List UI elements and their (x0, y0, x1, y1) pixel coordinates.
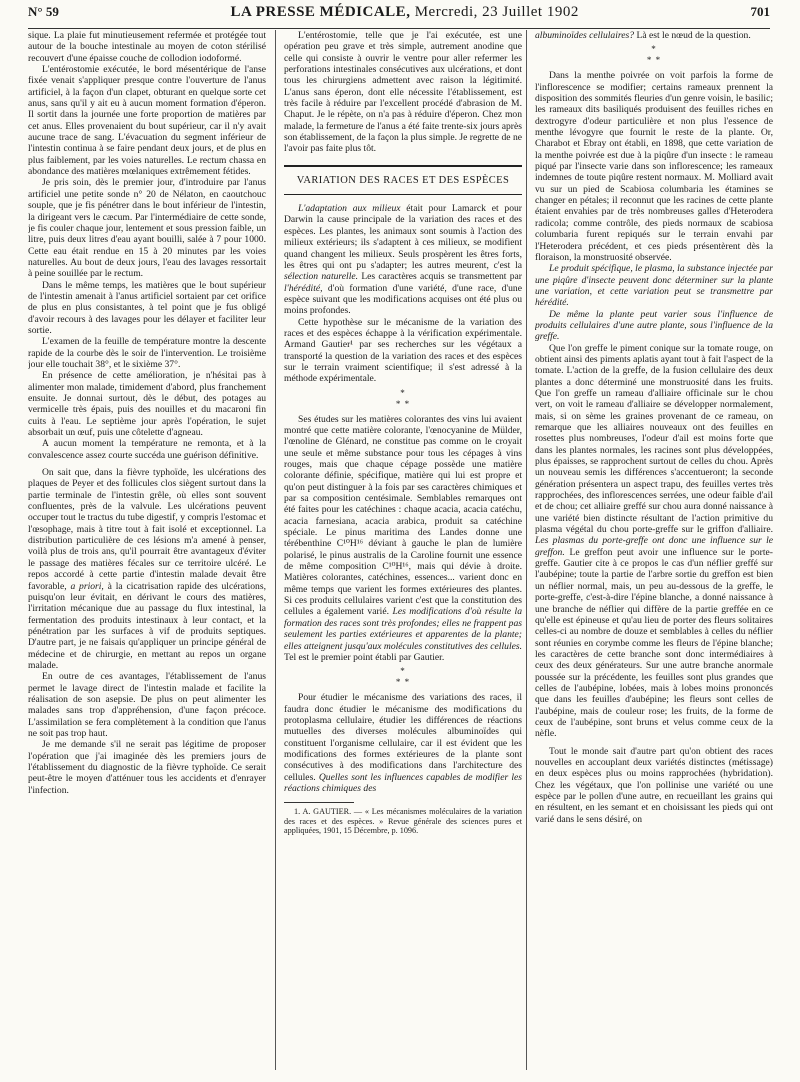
text-run: On sait que, dans la fièvre typhoïde, les ulcérations des plaques de Peyer et des follicules clos siègent surtout dans la partie terminale de l'intestin grêle, où elles sont souvent confluentes, près de la valvule. Les ulcérations peuvent occuper tout le tractus du tube digestif, y compris l'estomac et l'œsophage, mais à titre tout à fait isolé et exceptionnel. La distribution particulière de ces lésions m'a amené à penser, voilà plus de trois ans, qu'il pourrait être avantageux d'éviter le passage des matières fécales sur ce territoire ulcéré. Le repos accordé à cette partie d'intestin malade devait être favorable, (28, 467, 266, 592)
article-title: VARIATION DES RACES ET DES ESPÈCES (284, 165, 522, 195)
section-separator: * * * (395, 387, 411, 409)
text-run: Pour étudier le mécanisme des variations des races, il faudra donc étudier le mécanisme des modifications du protoplasma cellulaire, étudier les différences de réactions mutuelles des diverses molécules albuminoïdes qui constituent l'organisme cellulaire, car il est évident que les modifications des formes extérieures de la plante sont consécutives à des modifications dans l'architecture des cellules. (284, 692, 522, 783)
paragraph: Je me demande s'il ne serait pas légitime de proposer l'opération que j'ai imaginée dès les premiers jours de l'établissement du diagnostic de la fièvre typhoïde. Ce serait peut-être le moyen d'atténuer tous les accidents et d'enrayer l'infection. (28, 739, 266, 796)
paragraph (284, 203, 522, 316)
publication-date: Mercredi, 23 Juillet 1902 (414, 4, 579, 20)
page-header (28, 4, 770, 29)
paragraph: A aucun moment la température ne remonta, et à la convalescence assez courte succéda une guérison définitive. (28, 438, 266, 461)
text-run: d'où formation d'une variété, d'une race, d'une espèce suivant que les modifications acquises ont été plus ou moins profondes. (284, 282, 522, 317)
column-right (535, 30, 773, 1076)
paragraph (284, 414, 522, 664)
column-left (28, 30, 266, 1076)
paragraph: sique. La plaie fut minutieusement refermée et protégée tout autour de la bouche intestinale au moyen de coton stérilisé recouvert d'une épaisse couche de collodion iodoformé. (28, 30, 266, 64)
publication-name: LA PRESSE MÉDICALE, (230, 4, 411, 20)
section-separator: * * * (646, 44, 662, 66)
paragraph: En présence de cette amélioration, je n'hésitai pas à alimenter mon malade, timidement d'abord, plus franchement ensuite. Je donnai surtout, dès le début, des potages au vermicelle très épais, puis des nouilles et du macaroni fin cuits à l'eau. Le septième jour après l'opération, le sujet absorbait un œuf, puis une côtelette d'agneau. (28, 370, 266, 439)
page-number: 701 (750, 4, 770, 19)
paragraph (535, 30, 773, 41)
emphasis-text: sélection naturelle. (284, 271, 359, 283)
text-run: Là est le nœud de la question. (636, 30, 751, 41)
emphasis-text: Les modifications d'où résulte la formation des races sont très profondes; elles ne frappent pas seulement les parties extérieures et apparentes de la plante; elles atteignent jusqu'aux molécules constitutives des cellules. (284, 606, 522, 652)
emphasis-text: a priori, (70, 580, 104, 592)
paragraph: Dans le même temps, les matières que le bout supérieur de l'intestin amenait à l'anus artificiel sortaient par cet orifice de plus en plus consistantes, à tel point que je fus obligé d'avoir recours à des lavages pour les délayer et faciliter leur sortie. (28, 279, 266, 336)
emphasis-text: l'hérédité, (284, 282, 323, 294)
paragraph: Je pris soin, dès le premier jour, d'introduire par l'anus artificiel une petite sonde n° 20 de Nélaton, en caoutchouc souple, que je fis pénétrer dans le bout inférieur de l'intestin, la dirigeant vers le cæcum. Par l'intermédiaire de cette sonde, je fis couler chaque jour, lentement et sous pression faible, un litre, puis deux litres d'eau ayant bouilli, salée à 7 pour 1000. Cette eau était rendue en 15 à 20 minutes par les voies naturelles. Au bout de deux jours, l'eau des lavages ressortait à peine souillée par le rectum. (28, 177, 266, 280)
paragraph: Dans la menthe poivrée on voit parfois la forme de l'inflorescence se modifier; certains rameaux prennent la disposition des sommités fleuries d'un genre voisin, le basilic; les rameaux dits basiliqués produisent des feuilles riches en dextrogyre d'odeur particulière et non plus l'essence de menthe lévogyre que fournit le reste de la plante. Or, Charabot et Ebray ont établi, en 1898, que cette variation de la menthe poivrée est due à la piqûre d'un insecte : le rameau piqué par l'insecte varie dans son inflorescence; les rameaux indemnes de toute piqûre restent normaux. M. Molliard avait vu sur un pied de Scabiosa columbaria les étamines se changer en pétales; il reconnut que les racines de cette plante étaient envahies par de très nombreuses galles d'Heterodera radicola; comme contrôle, des pieds normaux de scabiosa columbaria furent repiqués sur le terrain envahi par l'Heterodera précédent, et ces pieds présentèrent dès la floraison, la monstruosité observée. (535, 70, 773, 263)
footnote-rule (284, 802, 354, 803)
paragraph: L'entérostomie, telle que je l'ai exécutée, est une opération peu grave et très simple, autrement anodine que celle qui consiste à ouvrir le ventre pour aller refermer les perforations intestinales consécutives aux ulcérations, et dont tous les chirurgiens admettent avec raison la légitimité. L'anus sans éperon, dont elle nécessite l'établissement, est très facile à réduire par l'excellent procédé d'abrasion de M. Chaput. Je le répète, on n'a pas à réduire d'éperon. Chez mon malade, la fermeture de l'anus a été faite trente-six jours après son établissement, de la façon la plus simple. Je regrette de ne l'avoir pas faite plus tôt. (284, 30, 522, 155)
paragraph: Cette hypothèse sur le mécanisme de la variation des races et des espèces échappe à la vérification expérimentale. Armand Gautier¹ par ses recherches sur les végétaux a transporté la question de la variation des races et des espèces sur le terrain vraiment scientifique; il s'est adressé à la méthode expérimentale. (284, 316, 522, 385)
paragraph (284, 692, 522, 794)
footnote: 1. A. GAUTIER. — « Les mécanismes moléculaires de la variation des races et des espèces. » Revue générale des sciences pures et appliquées, 1901, 15 Décembre, p. 1096. (284, 807, 522, 836)
text-run: Le greffon peut avoir une influence sur le porte-greffe. Gautier cite à ce propos le cas d'un néflier greffé sur l'aubépine; toute la partie de l'arbre sortie du greffon est bien un néflier normal, mais, un peu au-dessous de la greffe, le porte-greffe, c'est-à-dire l'épine blanche, a donné naissance à une branche de néflier qui diffère de la partie greffée en ce qu'elle est épineuse et qu'au lieu de porter des fleurs solitaires celles-ci au nombre de douze et semblables à celles du néflier sont réunies en corymbe comme les fleurs de l'épine blanche; les caractères de cette branche sont donc intermédiaires à ceux des deux générateurs. Sur une autre branche anormale poussée sur la précédente, les feuilles sont plus grandes que celles de l'aubépine, lobées, mais à lobes moins prononcés que dans les feuilles d'aubépine; les fleurs sont celles de l'aubépine, mais de couleur rose; les fruits, de la forme de ceux de l'aubépine, sont bruns et velus comme ceux de la nèfle. (535, 546, 773, 740)
column-rule (275, 30, 276, 1070)
emphasis-text: Les plasmas du porte-greffe ont donc une influence sur le greffon. (535, 535, 773, 558)
paragraph: L'examen de la feuille de température montre la descente rapide de la courbe dès le soir de l'intervention. Le troisième jour elle touchait 38°, et le sixième 37°. (28, 336, 266, 370)
paragraph: Tout le monde sait d'autre part qu'on obtient des races nouvelles en accouplant deux variétés distinctes (métissage) en deux espèces plus ou moins rapprochées (hybridation). Chez les végétaux, que l'on pollinise une variété ou une espèce par le pollen d'une autre, en recueillant les grains qui en résultent, en les semant et en choisissant les pieds qui ont varié dans le sens désiré, on (535, 745, 773, 825)
text-run: Que l'on greffe le piment conique sur la tomate rouge, on obtient ainsi des piments aplatis ayant tout à fait l'aspect de la tomate. L'action de la greffe, de la fusion cellulaire des deux plantes a donc déterminé une monstruosité dans les fruits. Que l'on greffe un rameau d'alliaire officinale sur le chou vert, on voit le rameau d'alliaire se développer normalement, mais, si on sème les graines provenant de ce rameau, on remarque que les alliaires nouveaux ont des feuilles en rosettes plus nombreuses, l'odeur d'ail est moins forte que dans les plantes normales, les racines sont plus développées, plus épaisses, se rapprochent surtout de celles du chou. Après un nouveau semis les différences s'accentueront; la seconde génération présentera un aspect trapu, des feuilles vertes très rapprochées, des inflorescences serrées, une odeur faible d'ail et de chou; cet alliaire greffé sur chou aura donné naissance à une variété bien distincte résultant de l'action primitive du plasma végétal du chou porte-greffe sur le griffon d'alliaire. (535, 342, 773, 536)
paragraph: L'entérostomie exécutée, le bord mésentérique de l'anse fixée venait s'appliquer presque contre l'ouverture de l'anus artificiel, à la façon d'un clapet, obturant en quelque sorte cet anus, sans qu'il y ait eu à aucun moment formation d'éperon. Il sortit dans la journée une forte proportion de matières par cet anus. Elles provenaient du bout supérieur, car il n'y avait aucune trace de sang. L'évacuation du segment inférieur de l'intestin continua à se faire pendant deux jours, et de plus en plus faiblement, par les voies naturelles. Le rectum chassa en abondance des matières mœlaniques extrêmement fétides. (28, 64, 266, 178)
text-run: Tel est le premier point établi par Gautier. (284, 651, 445, 663)
text-run: était pour Lamarck et pour Darwin la cause principale de la variation des races et des espèces. Les plantes, les animaux sont soumis à l'action des milieux extérieurs; ils s'adaptent à ces milieux, se modifient quand changent les milieux. Seuls prospèrent les êtres forts, les êtres qui ont pu s'adapter; les autres meurent, c'est la (284, 203, 522, 271)
emphasis-text: De même la plante peut varier sous l'influence de produits cellulaires d'une autre plante, sous l'influence de la greffe. (535, 308, 773, 343)
text-run: Les caractères acquis se transmettent par (361, 271, 522, 283)
emphasis-text: albuminoïdes cellulaires? (535, 30, 635, 41)
emphasis-text: Le produit spécifique, le plasma, la substance injectée par une piqûre d'insecte peuvent donc déterminer sur la plante une variation, et cette variation peut se transmettre par hérédité. (535, 263, 773, 309)
issue-number: N° 59 (28, 4, 59, 19)
paragraph (535, 343, 773, 740)
paragraph (535, 309, 773, 343)
running-title (230, 4, 578, 21)
column-rule (526, 30, 527, 1070)
text-run: à la cicatrisation rapide des ulcérations, puisqu'on leur évitait, en dérivant le cours des matières, l'irritation mécanique due au passage du flux intestinal, la fermentation des produits intestinaux à leur contact, et la pénétration par les surfaces à vif de produits septiques. D'autre part, je ne faisais qu'appliquer un principe général de médecine et de chirurgie, en mettant au repos un organe malade. (28, 580, 266, 671)
text-run: Ses études sur les matières colorantes des vins lui avaient montré que cette matière colorante, l'œnocyanine de Mülder, l'œnoline de Glénard, ne constitue pas comme on le croyait une seule et même substance pour tous les cépages à vins rouges, mais que chaque cépage possède une matière colorante définie, spécifique, matière qui lui est propre et qu'on peut distinguer à la fois par ses caractères chimiques et par sa composition centésimale. Semblables remarques ont été faites pour les catéchines : chaque acacia, acacia catéchu, acacia farnesiana, acacia arabica, produit sa catéchine spéciale. Le pinus maritima des Landes donne une térébenthine C¹⁰H¹⁶ déviant à gauche le plan de lumière polarisé, le pinus australis de la Caroline fournit une essence de même composition C¹⁰H¹⁶, mais qui dévie à droite. Matières colorantes, catéchines, essences... varient donc en même temps que varient les formes extérieures des plantes. Si ces produits cellulaires varient c'est que la constitution des cellules a également varié. (284, 413, 522, 618)
paragraph (535, 263, 773, 308)
paragraph: En outre de ces avantages, l'établissement de l'anus permet le lavage direct de l'intestin malade et facilite la réalisation de son asepsie. De plus on peut alimenter les malades sans trop d'appréhension, d'une façon précoce. L'assimilation se fera complètement à la condition que l'anus ne soit pas trop haut. (28, 671, 266, 739)
section-separator: * * * (395, 666, 411, 688)
emphasis-text: L'adaptation aux milieux (298, 203, 401, 215)
column-middle (284, 30, 522, 1076)
emphasis-text: Quelles sont les influences capables de modifier les réactions chimiques des (284, 771, 522, 794)
paragraph (28, 467, 266, 671)
